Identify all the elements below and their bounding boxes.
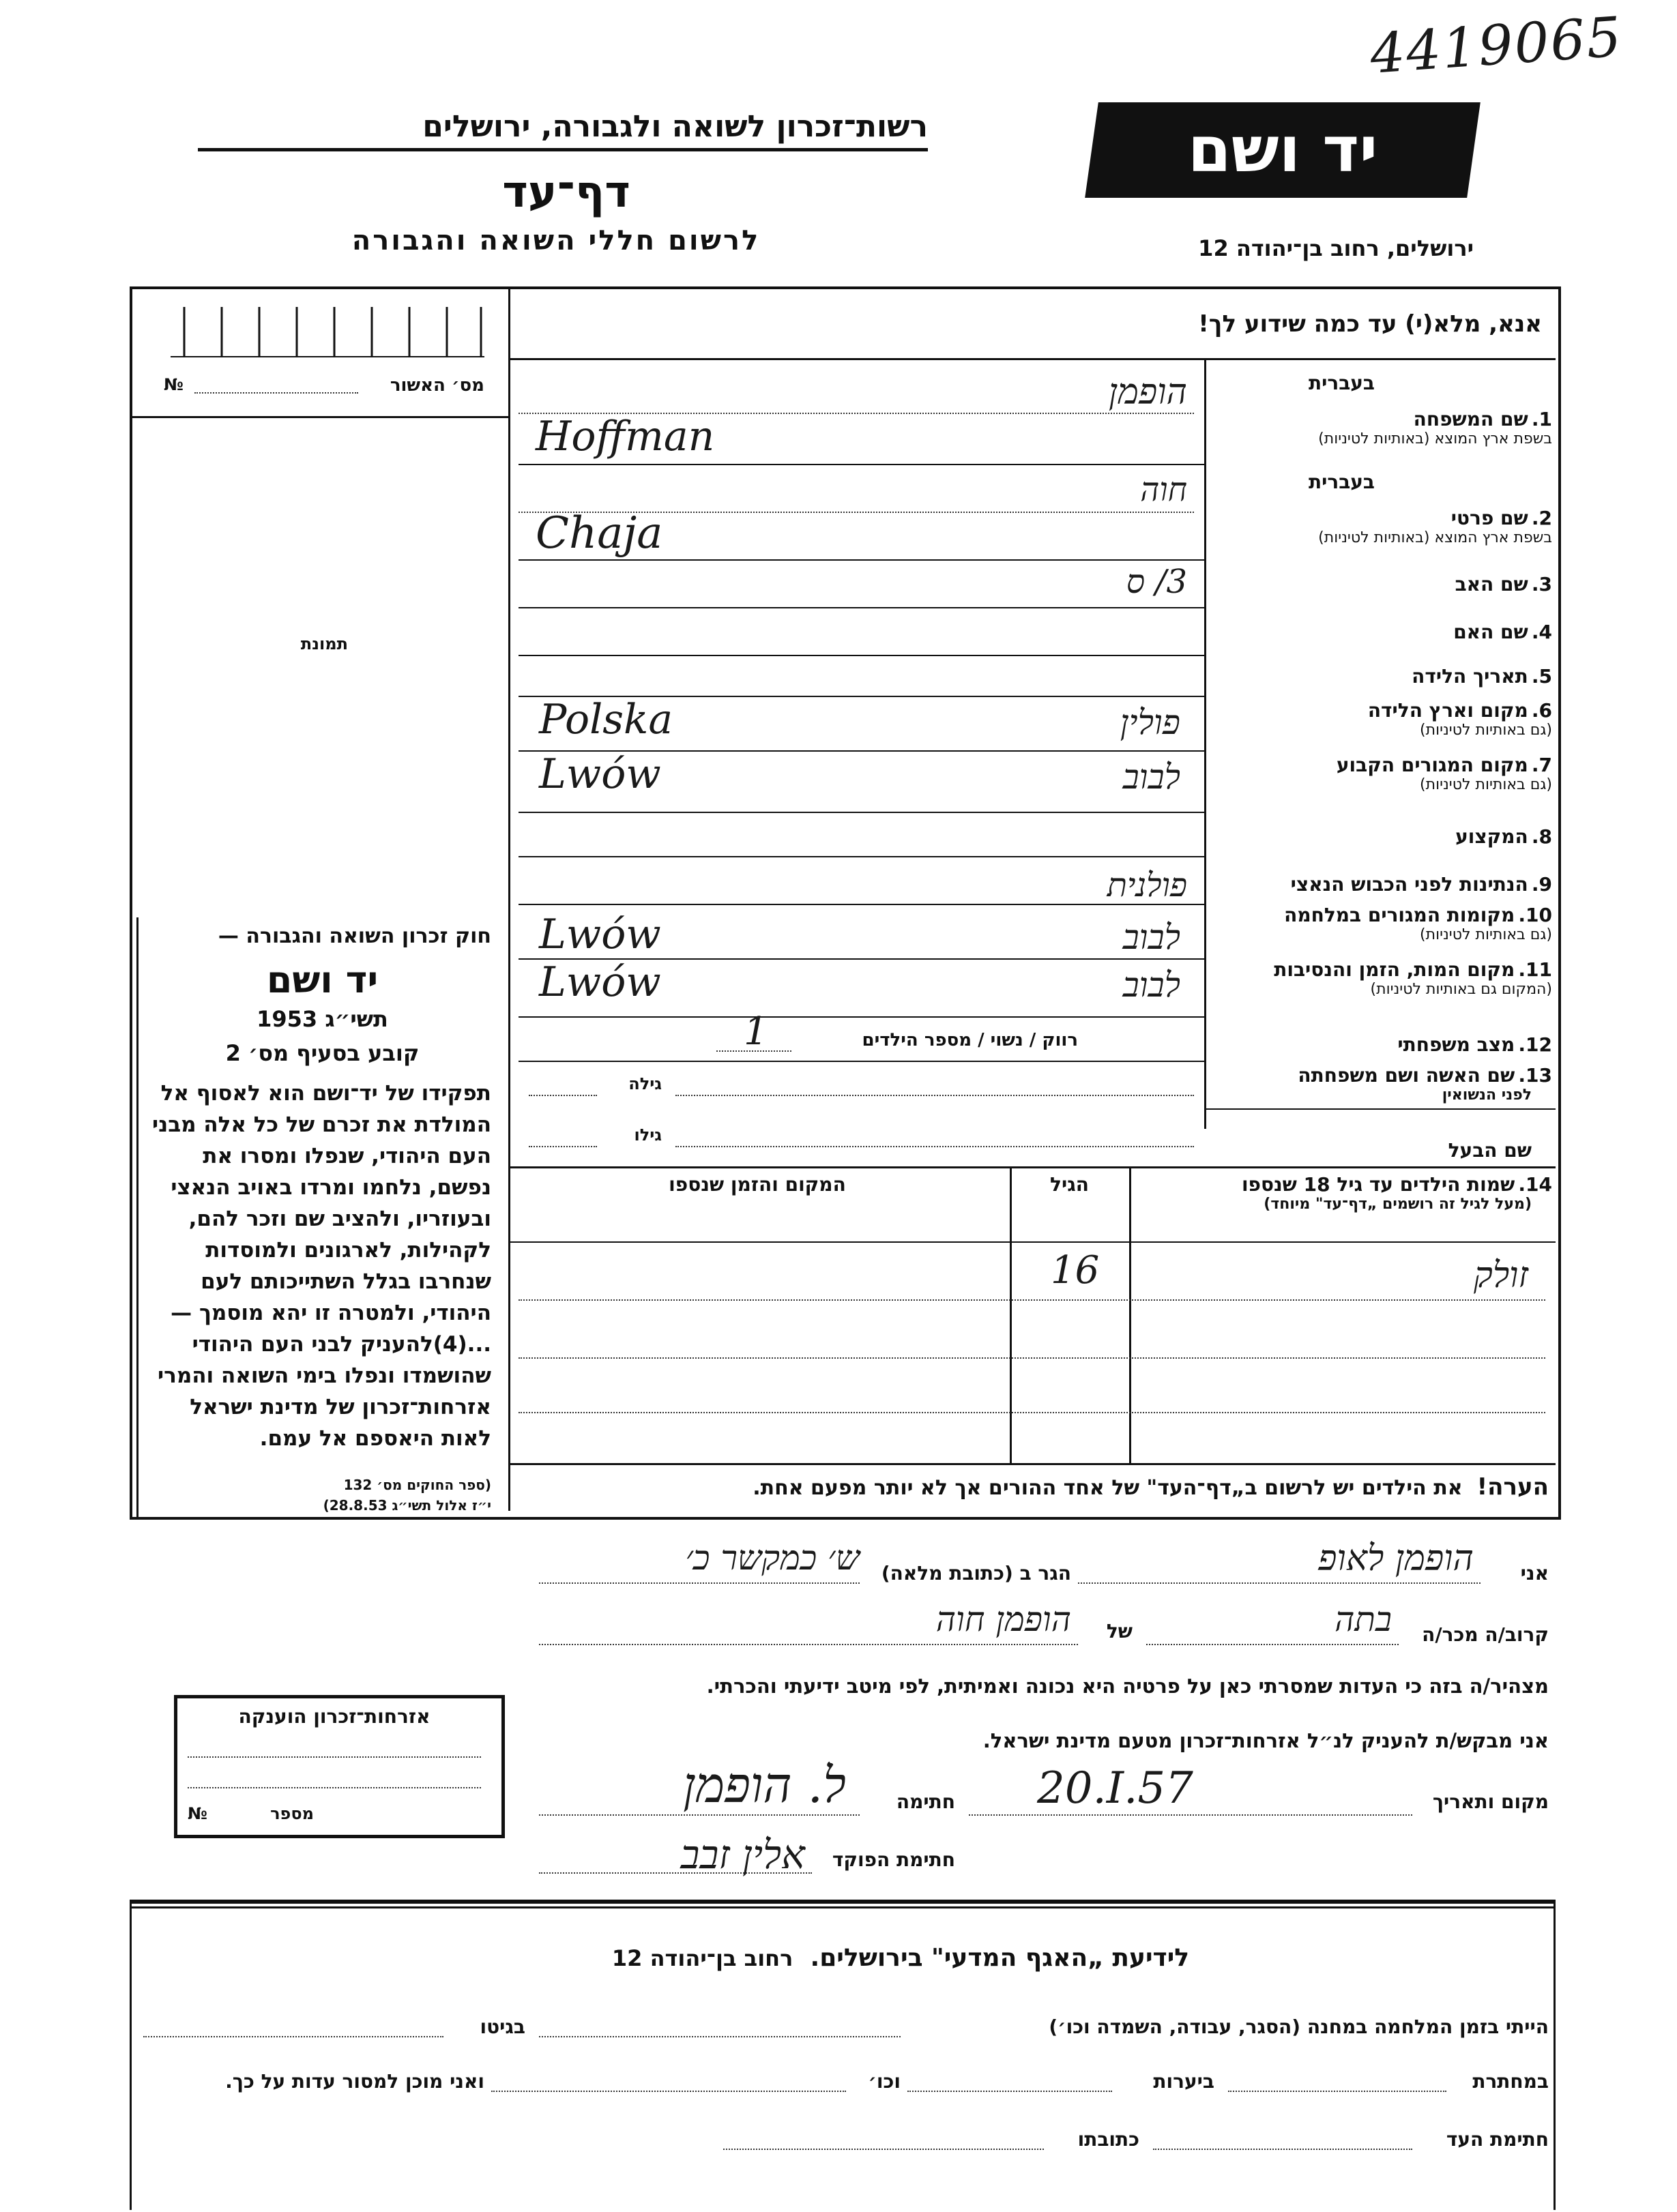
field-1-value-he[interactable]: הופמן — [1108, 372, 1187, 413]
certificate-title: אזרחות־זכרון הוענקה — [238, 1705, 431, 1728]
bottom-line3-witness-signature[interactable] — [1153, 2149, 1412, 2150]
children-header-separator — [508, 1241, 1556, 1243]
certificate-line-2 — [188, 1787, 481, 1788]
of-name-line — [539, 1644, 1078, 1645]
place-column-header: המקום והזמן שנספו — [669, 1173, 846, 1196]
bottom-line2-c: וכו׳ — [868, 2070, 901, 2093]
field-12-title: מצב משפחתי — [1397, 1033, 1515, 1056]
bottom-line2-a: במחתרת — [1472, 2070, 1549, 2093]
children-header-label — [1133, 1173, 1552, 1213]
field-9-label — [1211, 873, 1552, 896]
field-1-number: 1. — [1531, 408, 1552, 430]
yad-vashem-logo — [1085, 102, 1481, 198]
bottom-line1-b: בגיטו — [480, 2016, 525, 2038]
age-column-header: הגיל — [1050, 1173, 1089, 1196]
law-clause: קובע בסעיף מס׳ 2 — [225, 1040, 420, 1066]
bottom-line3-address[interactable] — [723, 2149, 1044, 2150]
field-12-separator — [519, 1061, 1204, 1062]
field-7-label — [1211, 754, 1552, 793]
field-4-title: שם האם — [1453, 621, 1528, 643]
field-10-value-he[interactable]: לבוב — [1122, 917, 1180, 957]
archive-number: 4419065 — [1367, 5, 1624, 86]
field-13-number: 13. — [1518, 1064, 1552, 1087]
permit-separator — [130, 416, 508, 418]
bottom-section-top — [130, 1900, 1556, 1904]
field-12-label — [1211, 1033, 1552, 1056]
husband-age-line[interactable] — [529, 1146, 597, 1147]
relation-line — [1146, 1644, 1399, 1645]
bottom-line3-b: כתובתו — [1077, 2128, 1139, 2151]
note-text: את הילדים יש לרשום ב„דף־העד" של אחד ההורים אך לא יותר מפעם אחת. — [753, 1476, 1463, 1500]
permit-boxes — [171, 304, 484, 358]
bottom-line1-ghetto[interactable] — [143, 2036, 443, 2037]
field-10-sub: (גם באותיות לטיניות) — [1420, 926, 1552, 943]
bottom-section-top-2 — [130, 1906, 1556, 1908]
bottom-line2-d: ואני מוכן למסור עדות על כך. — [225, 2070, 484, 2093]
address-line — [539, 1582, 860, 1584]
bottom-right-border — [1554, 1900, 1556, 2210]
signature-value[interactable]: ל. הופמן — [683, 1756, 846, 1814]
field-8-title: המקצוע — [1455, 825, 1528, 848]
husband-name-line[interactable] — [675, 1146, 1194, 1147]
bottom-title-row — [546, 1944, 1255, 1972]
bottom-address: רחוב בן־יהודה 12 — [611, 1945, 793, 1971]
law-title: חוק זכרון השואה והגבורה — — [218, 924, 491, 948]
field-13-label — [1211, 1064, 1552, 1104]
certificate-number-sign: № — [188, 1804, 207, 1823]
of-label: של — [1106, 1620, 1133, 1642]
field-7-title: מקום המגורים הקבוע — [1336, 754, 1528, 776]
field-12-number: 12. — [1518, 1033, 1552, 1056]
field-6-title: מקום וארץ הלידה — [1367, 699, 1528, 722]
children-table-bottom — [508, 1463, 1556, 1465]
children-row-2 — [519, 1357, 1545, 1359]
children-row-1 — [519, 1299, 1545, 1301]
field-2-title: שם פרטי — [1450, 507, 1528, 529]
field-10-label — [1211, 904, 1552, 943]
field-3-separator — [519, 607, 1204, 608]
logo-text: יד ושם — [1187, 113, 1378, 186]
bottom-title: לידיעת „האגף המדעי" בירושלים. — [810, 1944, 1190, 1972]
field-4-separator — [519, 655, 1204, 656]
child-age-value[interactable]: 16 — [1051, 1248, 1100, 1293]
field-3-title: שם האב — [1455, 573, 1528, 595]
field-11-number: 11. — [1518, 958, 1552, 981]
field-1-tag: בעברית — [1308, 372, 1375, 394]
field-3-value[interactable]: 3/ ס — [1126, 563, 1187, 601]
declarant-label: אני — [1520, 1562, 1549, 1584]
note — [519, 1473, 1549, 1501]
certificate-line-1 — [188, 1756, 481, 1758]
field-2-label — [1211, 471, 1552, 546]
field-11-label — [1211, 958, 1552, 998]
field-2-number: 2. — [1531, 507, 1552, 529]
law-date: י״ז אלול תשי״ג 28.8.53) — [323, 1497, 491, 1514]
field-13-separator — [1204, 1108, 1556, 1110]
field-7-separator — [519, 812, 1204, 813]
permit-label: מס׳ האשור — [390, 375, 484, 396]
relation-label: קרוב/ה מכר/ה — [1422, 1623, 1549, 1646]
label-column-divider — [1204, 358, 1206, 1129]
citizenship-request: אני מבקש/ת להעניק לנ״ל אזרחות־זכרון מטעם מדינת ישראל. — [982, 1729, 1549, 1752]
field-9-value[interactable]: פולנית — [1107, 866, 1187, 904]
field-9-number: 9. — [1531, 873, 1552, 896]
permit-digit-boxes — [171, 304, 484, 358]
children-row-3 — [519, 1412, 1545, 1413]
declarant-name[interactable]: הופמן לאופ — [1318, 1538, 1474, 1579]
photo-label: תמונת — [300, 634, 348, 653]
place-date-label: מקום ותאריך — [1432, 1790, 1549, 1813]
field-11-separator — [519, 1016, 1204, 1018]
bottom-line2-underground[interactable] — [1228, 2091, 1446, 2092]
declarant-name-line — [1078, 1582, 1481, 1584]
field-7-sub: (גם באותיות לטיניות) — [1420, 776, 1552, 793]
bottom-line2-b: ביערות — [1153, 2070, 1214, 2093]
marital-options[interactable]: רווק / נשוי / מספר הילדים — [862, 1030, 1078, 1050]
field-4-number: 4. — [1531, 621, 1552, 643]
header-address: ירושלים, רחוב בן־יהודה 12 — [1198, 235, 1474, 261]
field-6-number: 6. — [1531, 699, 1552, 722]
field-9-separator — [519, 904, 1204, 905]
field-8-separator — [519, 856, 1204, 857]
page-subtitle: לרשום חללי השואה והגבורה — [351, 225, 761, 256]
children-number: 14. — [1518, 1173, 1552, 1196]
field-7-number: 7. — [1531, 754, 1552, 776]
officer-signature-value[interactable]: אלין זבב — [680, 1831, 805, 1878]
field-3-label — [1211, 573, 1552, 595]
signature-label: חתימה — [896, 1790, 955, 1813]
field-11-title: מקום המות, הזמן והנסיבות — [1274, 958, 1515, 981]
field-1-separator — [519, 464, 1204, 465]
field-6-sub: (גם באותיות לטיניות) — [1420, 722, 1552, 739]
bottom-line3-a: חתימת העד — [1446, 2128, 1549, 2151]
field-1-value-latin[interactable]: Hoffman — [536, 413, 715, 460]
children-col-2 — [1010, 1166, 1012, 1463]
place-date-line — [969, 1814, 1412, 1816]
note-bottom — [508, 1518, 1556, 1520]
of-name-value[interactable]: הופמן חוה — [935, 1599, 1071, 1639]
children-count-line — [716, 1050, 791, 1052]
field-2-value-he[interactable]: חוה — [1140, 471, 1187, 509]
field-4-label — [1211, 621, 1552, 643]
children-title: שמות הילדים עד גיל 18 שנספו — [1241, 1173, 1515, 1196]
husband-age-label: גילו — [634, 1125, 662, 1145]
authority-name: רשות־זכרון לשואה ולגבורה, ירושלים — [198, 109, 928, 151]
wife-name-line[interactable] — [675, 1095, 1194, 1096]
page-title: דף־עד — [502, 167, 630, 218]
field-13-sub: לפני הנשואין — [1442, 1087, 1532, 1104]
bottom-line1-camp[interactable] — [539, 2036, 901, 2037]
children-sub: (מעל לגיל זה רושמים „דף־עד" מיוחד) — [1264, 1196, 1532, 1213]
field-1-sub: בשפת ארץ המוצא (באותיות לטיניות) — [1318, 430, 1552, 447]
children-table-top — [508, 1166, 1556, 1168]
field-2-separator — [519, 559, 1204, 561]
field-6-label — [1211, 699, 1552, 739]
field-13-title: שם האשה ושם משפחתה — [1298, 1064, 1515, 1087]
field-10-title: מקומות המגורים במלחמה — [1284, 904, 1515, 926]
permit-number-line[interactable] — [194, 392, 358, 394]
field-6-value-he[interactable]: פולין — [1120, 703, 1180, 742]
children-col-1 — [1129, 1166, 1131, 1463]
law-source: (ספר החוקים מס׳ 132 — [343, 1477, 491, 1493]
field-3-number: 3. — [1531, 573, 1552, 595]
declarant-address[interactable]: ש׳ כמקשר כ׳ — [685, 1538, 860, 1578]
field-9-title: הנתינות לפני הכבוש הנאצי — [1290, 873, 1528, 896]
field-10-value-latin[interactable]: Lwów — [539, 911, 661, 958]
law-year: תשי״ג 1953 — [257, 1006, 388, 1032]
law-name: יד ושם — [266, 958, 379, 1001]
field-8-number: 8. — [1531, 825, 1552, 848]
relation-value[interactable]: בתה — [1335, 1599, 1392, 1639]
declaration-statement: מצהיר/ה בזה כי העדות שמסרתי כאן על פרטיה היא נכונה ואמיתית, לפי מיטב ידיעתי והכרתי. — [706, 1675, 1549, 1698]
field-2-tag: בעברית — [1308, 471, 1375, 493]
field-5-number: 5. — [1531, 665, 1552, 688]
field-11-value-he[interactable]: לבוב — [1122, 965, 1180, 1005]
law-text: תפקידו של יד־ושם הוא לאסוף אל המולדת את זכרם של כל אלה מבני העם היהודי, שנפלו ומסרו את נפשם, נלחמו ומרדו באויב הנאצי ובעוזריו, ולהציב שם וזכר להם, לקהילות, לארגונים ולמוסדות שנחרבו בגלל השתייכותם לעם היהודי, ולמטרה זו יהא מוסמך — ...(4)להעניק לבני העם היהודי שהושמדו ונפלו בימי השואה והמרי אזרחות־זכרון של מדינת ישראל לאות היאספם אל עמם. — [152, 1081, 491, 1451]
field-8-label — [1211, 825, 1552, 848]
field-5-label — [1211, 665, 1552, 688]
field-2-value-latin[interactable]: Chaja — [536, 508, 663, 559]
bottom-line1-a: הייתי בזמן המלחמה במחנה (הסגר, עבודה, השמדה וכו׳) — [1049, 2016, 1549, 2038]
field-6-value-latin[interactable]: Polska — [539, 696, 673, 743]
wife-age-label: גילה — [628, 1074, 662, 1093]
officer-signature-label: חתימת הפוקד — [832, 1848, 955, 1871]
child-name-value[interactable]: זולק — [1474, 1255, 1528, 1296]
note-label: הערה! — [1476, 1473, 1549, 1501]
certificate-number-label: מספר — [270, 1804, 314, 1823]
field-7-value-he[interactable]: לבוב — [1122, 757, 1180, 797]
husband-name-label: שם הבעל — [1448, 1139, 1532, 1162]
permit-number-sign: № — [164, 375, 184, 394]
bottom-line2-etc[interactable] — [491, 2091, 846, 2092]
field-1-label — [1211, 372, 1552, 447]
children-count[interactable]: 1 — [744, 1009, 768, 1054]
resides-label: הגר ב (כתובת מלאה) — [881, 1562, 1071, 1584]
field-1-title: שם המשפחה — [1413, 408, 1528, 430]
intro-text: אנא, מלא(י) עד כמה שידוע לך! — [1198, 310, 1542, 338]
bottom-left-border — [130, 1900, 132, 2210]
field-11-value-latin[interactable]: Lwów — [539, 958, 661, 1006]
wife-age-line[interactable] — [529, 1095, 597, 1096]
field-7-value-latin[interactable]: Lwów — [539, 750, 661, 798]
field-11-sub: (המקום גם באותיות לטיניות) — [1370, 981, 1552, 998]
signature-line — [539, 1814, 860, 1816]
field-5-title: תאריך הלידה — [1412, 665, 1528, 688]
field-2-sub: בשפת ארץ המוצא (באותיות לטיניות) — [1318, 529, 1552, 546]
field-10-number: 10. — [1518, 904, 1552, 926]
bottom-line2-forests[interactable] — [907, 2091, 1112, 2092]
date-value[interactable]: 20.I.57 — [1037, 1763, 1193, 1814]
intro-separator — [508, 358, 1556, 360]
